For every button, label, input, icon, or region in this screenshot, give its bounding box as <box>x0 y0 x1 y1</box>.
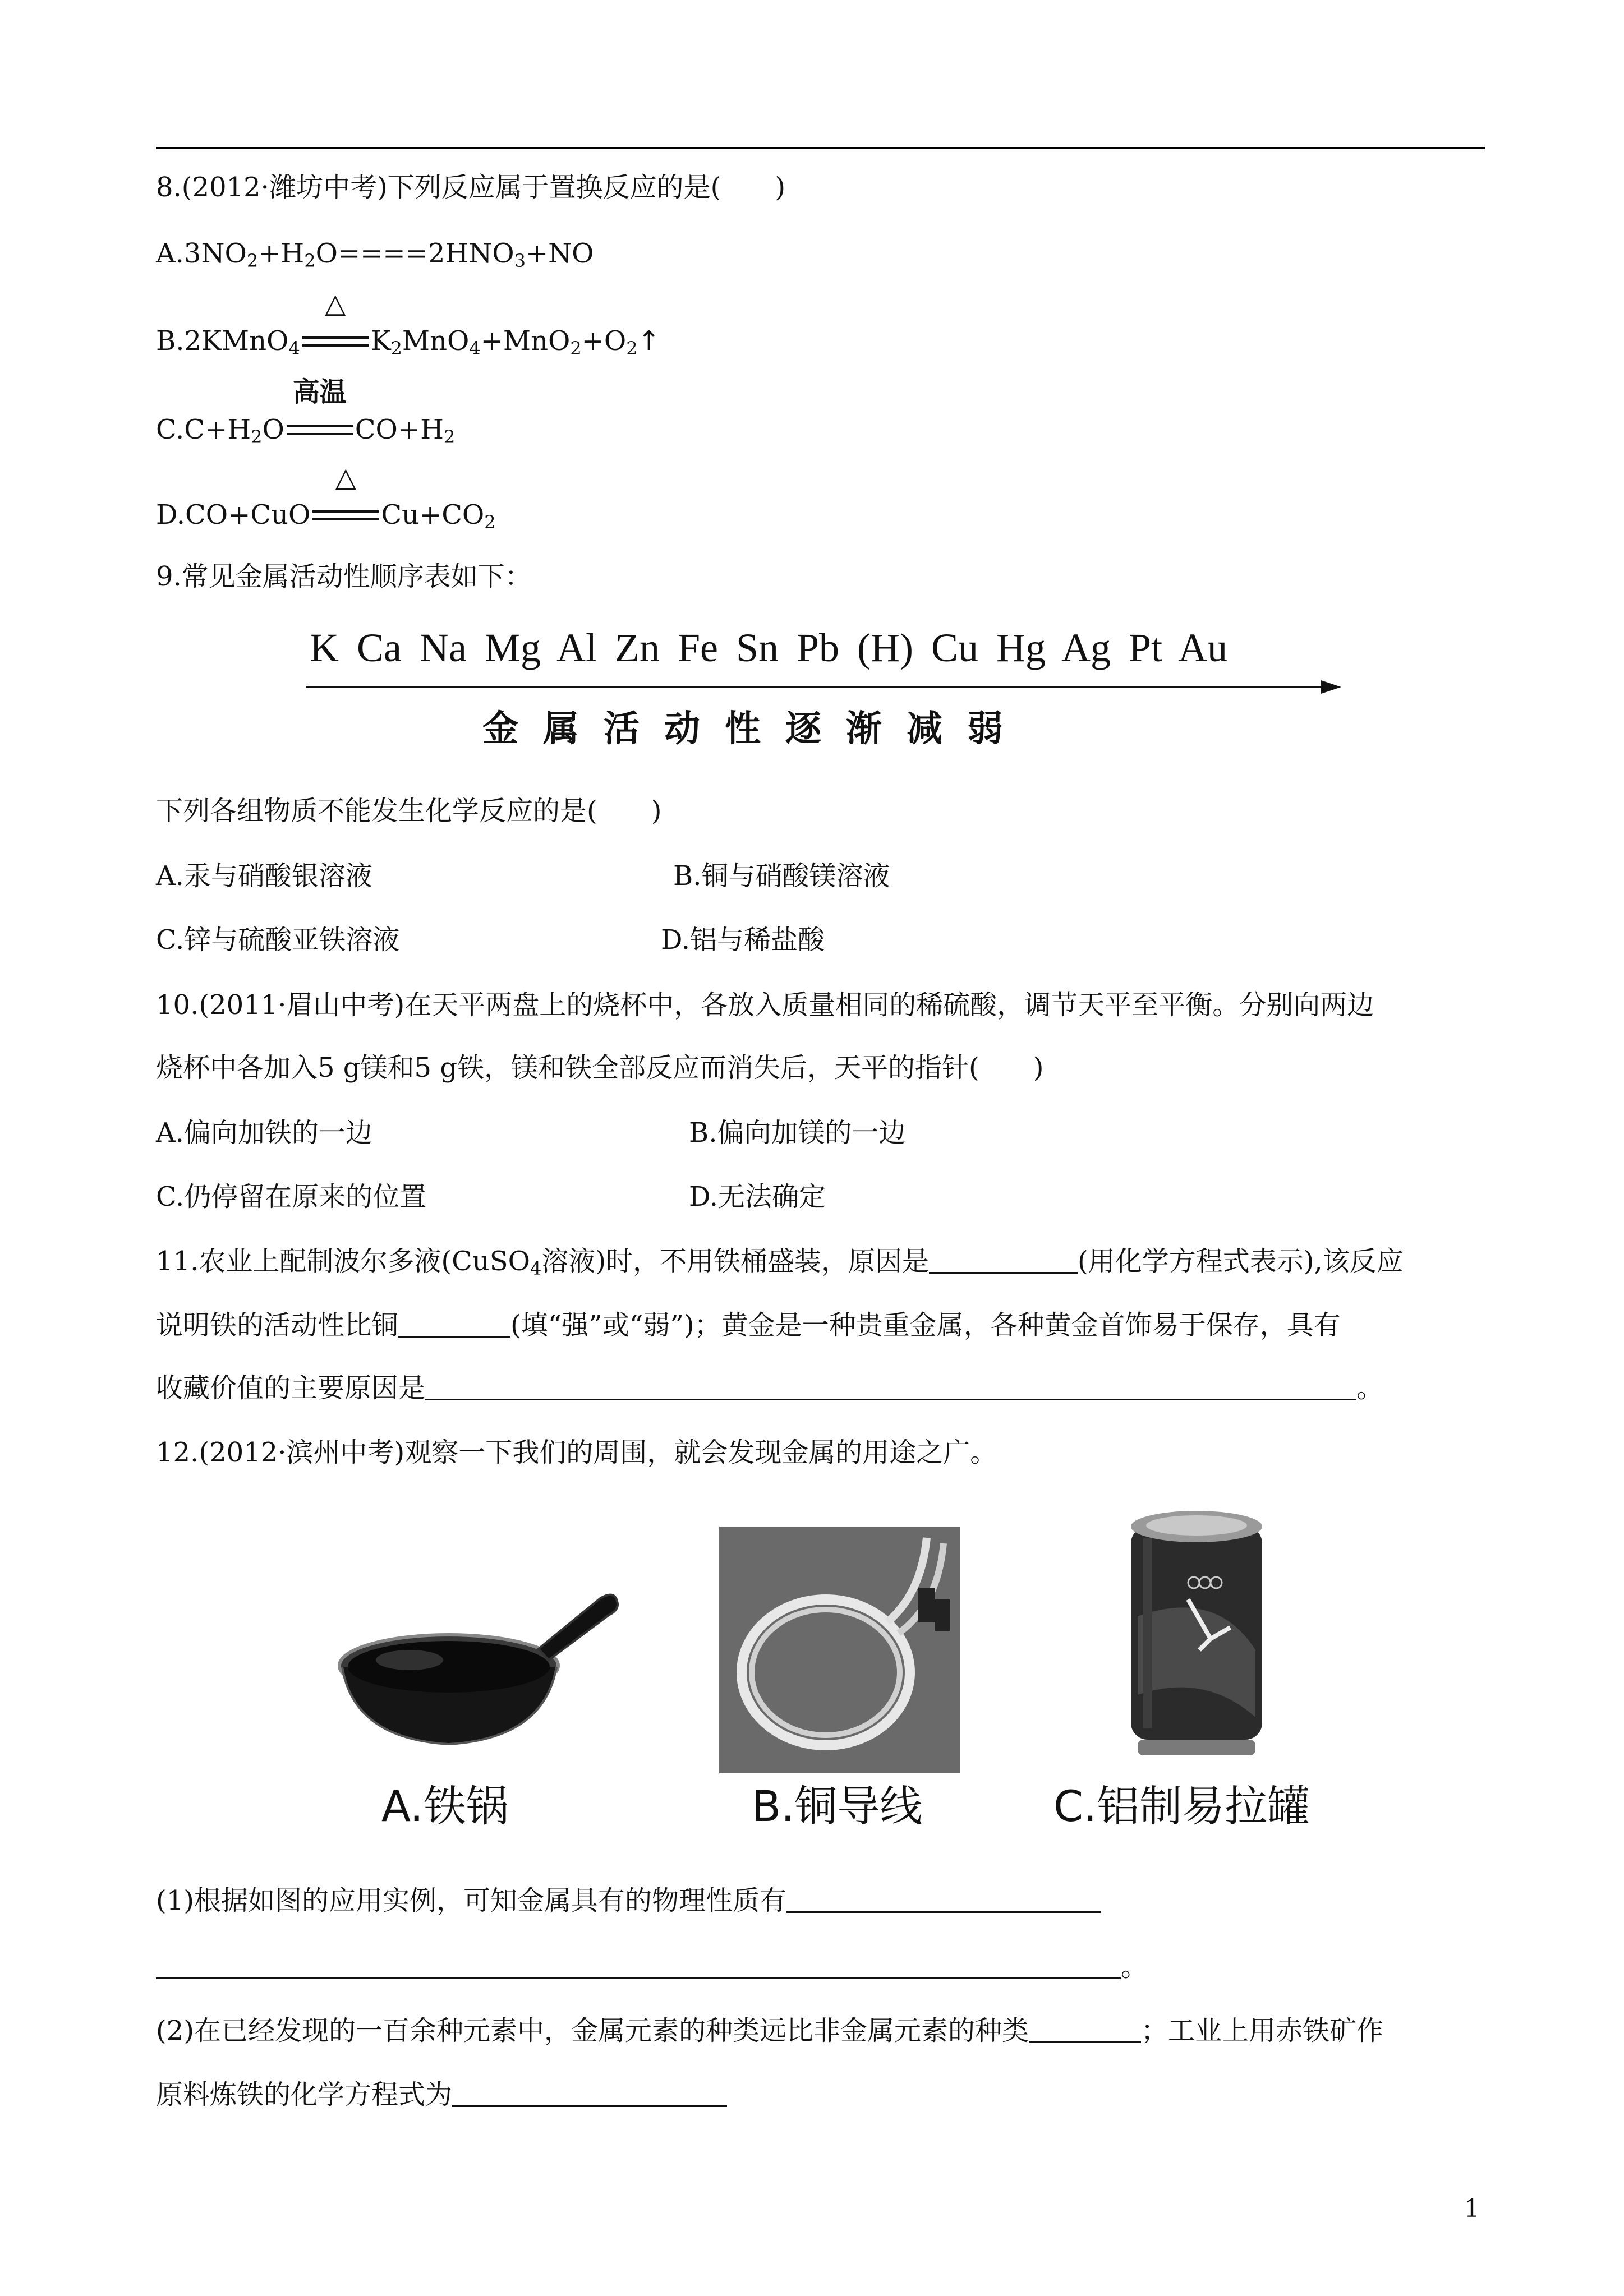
condition-high-temp: 高温 <box>292 376 347 408</box>
q10-option-d[interactable]: D.无法确定 <box>689 1181 826 1212</box>
copper-wire-image <box>719 1527 960 1773</box>
q8-d-text: D.CO+CuO <box>156 499 311 531</box>
q11-line-2 <box>156 1307 1341 1343</box>
q8-option-b[interactable] <box>156 288 660 359</box>
subscript: 2 <box>390 338 402 359</box>
q8-b-text: MnO <box>402 325 470 357</box>
arrow-right-icon <box>1321 680 1341 694</box>
q8-b-text: +MnO <box>480 325 571 357</box>
q9-stem: 9.常见金属活动性顺序表如下： <box>156 561 532 592</box>
answer-blank[interactable] <box>786 1882 1101 1913</box>
q11-text: 收藏价值的主要原因是 <box>156 1372 426 1404</box>
answer-blank[interactable] <box>1029 2012 1141 2043</box>
answer-blank[interactable] <box>452 2076 727 2107</box>
q12-sub2-line-2 <box>156 2076 727 2113</box>
image-label-copper-wire: B.铜导线 <box>752 1781 923 1831</box>
image-label-aluminum-can: C.铝制易拉罐 <box>1053 1781 1310 1831</box>
q12-text: ；工业上用赤铁矿作 <box>1141 2015 1384 2046</box>
q10-line-1: 10.(2011·眉山中考)在天平两盘上的烧杯中，各放入质量相同的稀硫酸，调节天平至平衡。分别向两边 <box>156 989 1374 1021</box>
image-label-wok: A.铁锅 <box>381 1781 509 1831</box>
wok-image <box>337 1570 628 1772</box>
answer-blank[interactable] <box>425 1370 1356 1400</box>
q8-b-text: K <box>370 325 391 357</box>
q8-a-text: +NO <box>525 238 594 269</box>
subscript: 2 <box>443 426 456 448</box>
q11-text: 。 <box>1356 1372 1384 1404</box>
q12-text: 。 <box>1121 1951 1148 1983</box>
q8-c-text: C.C+H <box>156 414 251 445</box>
q8-option-a[interactable] <box>156 236 594 271</box>
q12-stem: 12.(2012·滨州中考)观察一下我们的周围，就会发现金属的用途之广。 <box>156 1437 997 1468</box>
q10-option-b[interactable]: B.偏向加镁的一边 <box>689 1117 906 1149</box>
subscript: 2 <box>304 250 316 271</box>
q8-d-text: Cu+CO <box>381 499 485 531</box>
q12-sub2-line-1 <box>156 2012 1383 2049</box>
q8-a-text: +H <box>258 238 305 269</box>
answer-blank[interactable] <box>398 1307 510 1338</box>
q8-b-text: B.2KMnO <box>156 325 289 357</box>
q12-text: 原料炼铁的化学方程式为 <box>156 2079 453 2110</box>
header-rule <box>156 147 1485 149</box>
q11-line-3 <box>156 1370 1383 1406</box>
subscript: 2 <box>484 511 496 533</box>
page-number: 1 <box>1464 2194 1480 2223</box>
q8-option-d[interactable] <box>156 462 496 533</box>
activity-series: K Ca Na Mg Al Zn Fe Sn Pb (H) Cu Hg Ag Pt Au <box>310 625 1228 670</box>
q10-option-c[interactable]: C.仍停留在原来的位置 <box>156 1181 427 1212</box>
subscript: 2 <box>251 426 263 448</box>
q8-stem: 8.(2012·潍坊中考)下列反应属于置换反应的是( ) <box>156 172 786 203</box>
q9-sub-stem: 下列各组物质不能发生化学反应的是( ) <box>156 795 662 827</box>
answer-blank[interactable] <box>156 1948 1121 1979</box>
q11-text: (用化学方程式表示),该反应 <box>1078 1246 1404 1277</box>
condition-heat: △ <box>325 288 346 319</box>
equals-bars <box>312 510 379 520</box>
q9-option-d[interactable]: D.铝与稀盐酸 <box>661 924 825 956</box>
q11-line-1 <box>156 1243 1404 1279</box>
q12-text: (1)根据如图的应用实例，可知金属具有的物理性质有 <box>156 1885 786 1916</box>
subscript: 2 <box>570 338 582 359</box>
q11-text: (填“强”或“弱”)；黄金是一种贵重金属，各种黄金首饰易于保存，具有 <box>510 1310 1341 1341</box>
q11-text: 11.农业上配制波尔多液(CuSO <box>156 1246 530 1277</box>
q8-a-text: O====2HNO <box>315 238 514 269</box>
q8-c-text: CO+H <box>355 414 444 445</box>
subscript: 4 <box>530 1258 542 1279</box>
reaction-condition <box>312 462 379 533</box>
q12-sub1-line-1 <box>156 1882 1101 1919</box>
q9-option-c[interactable]: C.锌与硫酸亚铁溶液 <box>156 924 400 956</box>
answer-blank[interactable] <box>929 1243 1078 1274</box>
subscript: 2 <box>626 338 638 359</box>
activity-arrow-line <box>306 686 1324 688</box>
reaction-condition <box>302 288 369 359</box>
subscript: 4 <box>469 338 481 359</box>
q8-a-text: A.3NO <box>156 238 247 269</box>
q12-sub1-line-2 <box>156 1948 1148 1985</box>
condition-heat: △ <box>335 462 356 493</box>
equals-bars <box>287 425 353 435</box>
gas-arrow-icon: ↑ <box>637 325 660 357</box>
q8-c-text: O <box>262 414 284 445</box>
q11-text: 溶液)时，不用铁桶盛装，原因是 <box>541 1246 930 1277</box>
q10-option-a[interactable]: A.偏向加铁的一边 <box>156 1117 372 1149</box>
subscript: 2 <box>246 250 259 271</box>
equals-bars <box>302 336 369 347</box>
q11-text: 说明铁的活动性比铜 <box>156 1310 399 1341</box>
subscript: 3 <box>514 250 526 271</box>
q9-option-b[interactable]: B.铜与硝酸镁溶液 <box>673 860 890 892</box>
q8-option-c[interactable] <box>156 376 456 448</box>
activity-series-caption: 金属活动性逐渐减弱 <box>482 708 1028 750</box>
reaction-condition <box>287 376 353 448</box>
q10-line-2: 烧杯中各加入5 g镁和5 g铁，镁和铁全部反应而消失后，天平的指针( ) <box>156 1052 1044 1084</box>
q8-b-text: +O <box>581 325 627 357</box>
aluminum-can-image <box>1126 1504 1267 1762</box>
q9-option-a[interactable]: A.汞与硝酸银溶液 <box>156 860 372 892</box>
q12-text: (2)在已经发现的一百余种元素中，金属元素的种类远比非金属元素的种类 <box>156 2015 1029 2046</box>
subscript: 4 <box>288 338 300 359</box>
